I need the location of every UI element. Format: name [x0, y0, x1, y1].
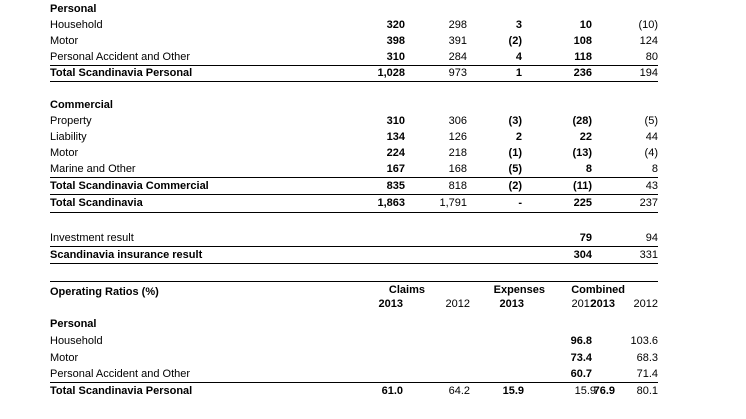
value-cell: (10) — [638, 19, 658, 31]
value-cell: 284 — [448, 51, 467, 63]
row-label: Household — [50, 335, 103, 347]
section-heading: Personal — [50, 3, 97, 15]
section-heading: Commercial — [50, 99, 113, 111]
value-cell: 194 — [639, 67, 658, 79]
row-label: Property — [50, 115, 92, 127]
group-header-combined: Combined — [571, 284, 625, 296]
group-header-expenses: Expenses — [493, 284, 545, 296]
table-row — [50, 113, 658, 129]
row-label: Total Scandinavia — [50, 197, 143, 209]
value-cell: 8 — [651, 163, 658, 175]
value-cell: 10 — [579, 19, 592, 31]
total-row — [50, 178, 658, 194]
value-cell: 43 — [645, 180, 658, 192]
commercial-heading-row — [50, 97, 658, 113]
value-cell: 8 — [585, 163, 592, 175]
value-cell: 60.7 — [570, 368, 592, 380]
divider — [50, 81, 658, 82]
value-cell: 96.8 — [570, 335, 592, 347]
value-cell: 168 — [448, 163, 467, 175]
table-row — [50, 145, 658, 161]
value-cell: 134 — [386, 131, 405, 143]
value-cell: 15.9 — [502, 385, 524, 397]
value-cell: 4 — [515, 51, 522, 63]
value-cell: 64.2 — [448, 385, 470, 397]
value-cell: 167 — [386, 163, 405, 175]
value-cell: 236 — [573, 67, 592, 79]
row-label: Total Scandinavia Personal — [50, 385, 193, 397]
value-cell: 818 — [448, 180, 467, 192]
personal-heading-row — [50, 1, 658, 17]
section-heading: Personal — [50, 318, 97, 330]
table-row — [50, 230, 658, 246]
value-cell: (13) — [572, 147, 592, 159]
value-cell: 22 — [579, 131, 592, 143]
value-cell: 398 — [386, 35, 405, 47]
value-cell: (5) — [508, 163, 522, 175]
value-cell: 118 — [574, 51, 592, 63]
value-cell: 94 — [645, 232, 658, 244]
value-cell: 61.0 — [381, 385, 403, 397]
value-cell: 224 — [386, 147, 405, 159]
value-cell: 835 — [386, 180, 405, 192]
row-label: Total Scandinavia Commercial — [50, 180, 209, 192]
row-label: Investment result — [50, 232, 134, 244]
value-cell: 1,791 — [439, 197, 467, 209]
year-expenses-2013: 2013 — [499, 298, 524, 310]
total-row — [50, 247, 658, 263]
divider — [50, 212, 658, 213]
value-cell: - — [518, 197, 522, 209]
value-cell: 44 — [645, 131, 658, 143]
row-label: Marine and Other — [50, 163, 136, 175]
value-cell: 80.1 — [636, 385, 658, 397]
row-label: Total Scandinavia Personal — [50, 67, 193, 79]
value-cell: 237 — [639, 197, 658, 209]
row-label: Personal Accident and Other — [50, 368, 191, 380]
row-label: Liability — [50, 131, 87, 143]
value-cell: 124 — [639, 35, 658, 47]
value-cell: 103.6 — [630, 335, 658, 347]
value-cell: 126 — [448, 131, 467, 143]
value-cell: 306 — [448, 115, 467, 127]
total-row — [50, 65, 658, 81]
row-label: Motor — [50, 35, 79, 47]
value-cell: (3) — [508, 115, 522, 127]
table-row — [50, 350, 658, 366]
row-label: Motor — [50, 147, 79, 159]
table-row — [50, 49, 658, 65]
value-cell: 15.9 — [574, 385, 596, 397]
table-row — [50, 161, 658, 177]
value-cell: 73.4 — [570, 352, 592, 364]
value-cell: 320 — [386, 19, 405, 31]
value-cell: 1 — [515, 67, 522, 79]
value-cell: 71.4 — [636, 368, 658, 380]
value-cell: 391 — [448, 35, 467, 47]
value-cell: 304 — [573, 249, 592, 261]
value-cell: (28) — [572, 115, 592, 127]
table-row — [50, 333, 658, 349]
value-cell: 2 — [515, 131, 522, 143]
ratios-personal-heading-row — [50, 316, 658, 332]
year-combined-2012: 2012 — [633, 298, 658, 310]
year-claims-2012: 2012 — [445, 298, 470, 310]
value-cell: 298 — [448, 19, 467, 31]
value-cell: (4) — [644, 147, 658, 159]
value-cell: 310 — [386, 51, 405, 63]
divider — [50, 263, 658, 264]
row-label: Household — [50, 19, 103, 31]
value-cell: 80 — [645, 51, 658, 63]
table-row — [50, 17, 658, 33]
value-cell: 1,028 — [377, 67, 405, 79]
value-cell: 218 — [448, 147, 467, 159]
value-cell: 331 — [639, 249, 658, 261]
group-header-claims: Claims — [388, 284, 425, 296]
year-claims-2013: 2013 — [378, 298, 403, 310]
ratios-year-row — [50, 296, 658, 312]
table-row — [50, 33, 658, 49]
total-row — [50, 195, 658, 211]
year-expenses-2012: 2012 — [571, 298, 596, 310]
value-cell: 225 — [573, 197, 592, 209]
value-cell: (2) — [508, 180, 522, 192]
table-row — [50, 366, 658, 382]
value-cell: 1,863 — [377, 197, 405, 209]
value-cell: (1) — [508, 147, 522, 159]
row-label: Scandinavia insurance result — [50, 249, 203, 261]
value-cell: 310 — [386, 115, 405, 127]
value-cell: (2) — [508, 35, 522, 47]
value-cell: (5) — [644, 115, 658, 127]
total-row — [50, 383, 658, 399]
value-cell: 76.9 — [593, 385, 615, 397]
row-label: Motor — [50, 352, 79, 364]
table-row — [50, 129, 658, 145]
value-cell: (11) — [573, 180, 592, 192]
value-cell: 973 — [448, 67, 467, 79]
value-cell: 68.3 — [636, 352, 658, 364]
row-label: Personal Accident and Other — [50, 51, 191, 63]
value-cell: 79 — [579, 232, 592, 244]
value-cell: 108 — [573, 35, 592, 47]
ratios-title: Operating Ratios (%) — [50, 286, 159, 298]
year-combined-2013: 2013 — [590, 298, 615, 310]
value-cell: 3 — [515, 19, 522, 31]
